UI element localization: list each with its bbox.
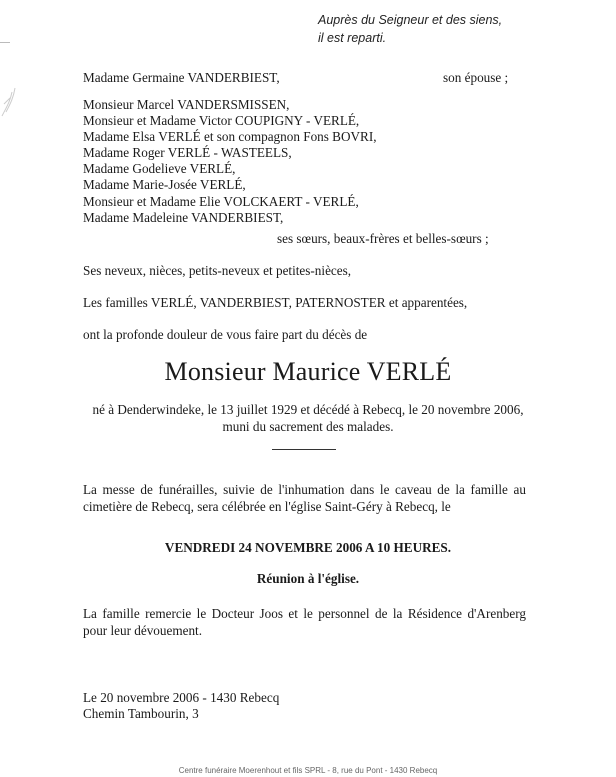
sibling-entry: Madame Marie-Josée VERLÉ, — [83, 177, 246, 193]
deceased-name: Monsieur Maurice VERLÉ — [164, 357, 452, 386]
separator-rule — [272, 449, 336, 450]
motto-line-1: Auprès du Seigneur et des siens, — [318, 13, 503, 27]
nephews-line: Ses neveux, nièces, petits-neveux et petites-nièces, — [83, 263, 352, 278]
spouse-name: Madame Germaine VANDERBIEST, — [83, 70, 280, 85]
siblings-list — [83, 97, 377, 226]
sibling-entry: Madame Elsa VERLÉ et son compagnon Fons BOVRI, — [83, 129, 377, 145]
families-line: Les familles VERLÉ, VANDERBIEST, PATERNOSTER et apparentées, — [83, 295, 468, 310]
sacrament-line: muni du sacrement des malades. — [222, 419, 394, 434]
announcement-line: ont la profonde douleur de vous faire part du décès de — [83, 327, 368, 342]
motto-line-2: il est reparti. — [318, 31, 387, 45]
funeral-paragraph: La messe de funérailles, suivie de l'inhumation dans le caveau de la famille au cimetière de Rebecq, sera célébrée en l'église Saint-Géry à Rebecq, le — [83, 482, 526, 514]
funeral-home-footer: Centre funéraire Moerenhout et fils SPRL - 8, rue du Pont - 1430 Rebecq — [178, 766, 438, 775]
sibling-entry: Monsieur Marcel VANDERSMISSEN, — [83, 97, 290, 112]
sibling-entry: Madame Madeleine VANDERBIEST, — [83, 209, 284, 225]
sibling-entry: Monsieur et Madame Victor COUPIGNY - VERLÉ, — [83, 113, 360, 129]
birth-death-line: né à Denderwindeke, le 13 juillet 1929 et décédé à Rebecq, le 20 novembre 2006, — [92, 402, 524, 417]
address-line-2: Chemin Tambourin, 3 — [83, 706, 199, 721]
funeral-date: VENDREDI 24 NOVEMBRE 2006 A 10 HEURES. — [164, 540, 452, 555]
scan-edge-mark — [0, 42, 10, 43]
meeting-note: Réunion à l'église. — [256, 571, 360, 586]
sibling-entry: Madame Roger VERLÉ - WASTEELS, — [83, 145, 292, 161]
sibling-entry: Madame Godelieve VERLÉ, — [83, 161, 236, 177]
sibling-entry: Monsieur et Madame Elie VOLCKAERT - VERLÉ, — [83, 193, 359, 209]
scan-edge-scribble — [0, 82, 18, 118]
address-line-1: Le 20 novembre 2006 - 1430 Rebecq — [83, 690, 280, 705]
siblings-relation: ses sœurs, beaux-frères et belles-sœurs ; — [277, 231, 489, 246]
spouse-relation: son épouse ; — [443, 70, 509, 85]
thanks-paragraph: La famille remercie le Docteur Joos et le personnel de la Résidence d'Arenberg pour leur dévouement. — [83, 606, 526, 638]
